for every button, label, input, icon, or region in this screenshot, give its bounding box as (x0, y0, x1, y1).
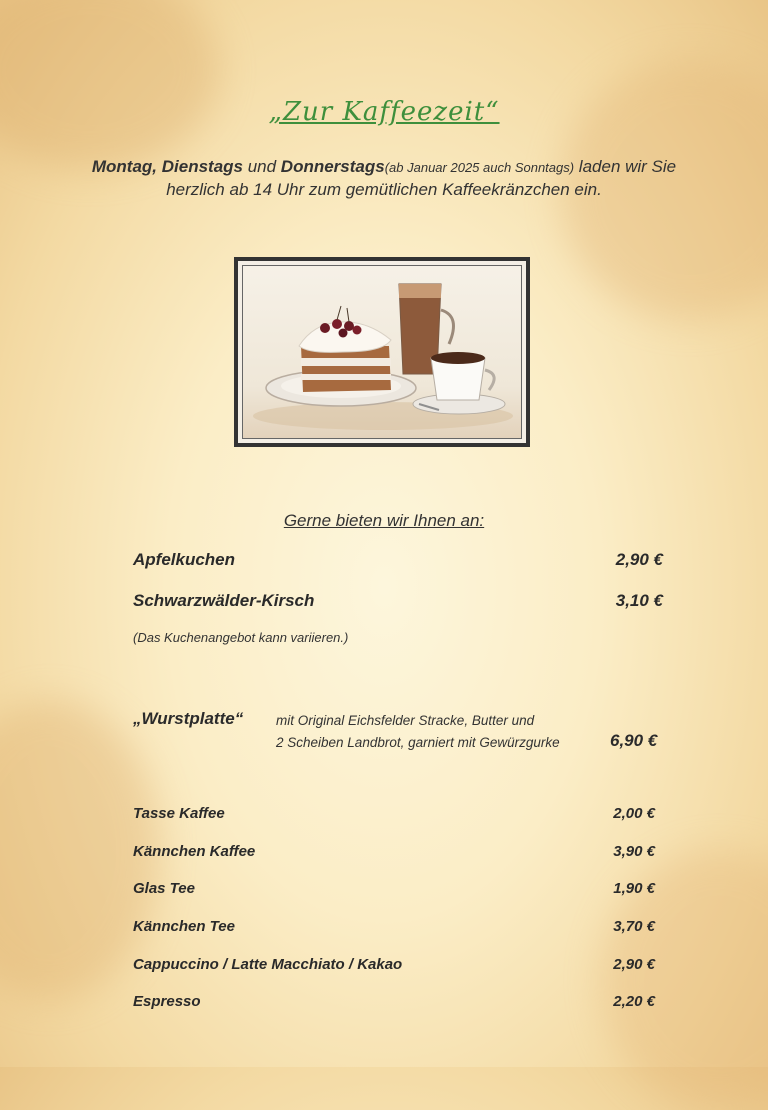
drink-price: 1,90 € (613, 880, 655, 897)
menu-item-price: 3,10 € (615, 591, 663, 610)
intro-and: und (242, 157, 281, 176)
drink-price: 2,20 € (613, 993, 655, 1010)
drink-name: Glas Tee (133, 880, 195, 897)
drink-price: 2,90 € (613, 956, 655, 973)
drink-price: 3,90 € (613, 843, 655, 860)
wurstplatte-desc-line-1: mit Original Eichsfelder Stracke, Butter und (276, 713, 535, 728)
drink-name: Kännchen Kaffee (133, 843, 256, 860)
menu-item-name: Apfelkuchen (133, 550, 236, 569)
intro-text (40, 156, 728, 201)
coffee-cake-illustration (234, 257, 530, 447)
intro-line-2: herzlich ab 14 Uhr zum gemütlichen Kaffeekränzchen ein. (166, 180, 602, 199)
wurstplatte-description (276, 710, 560, 754)
drink-name: Tasse Kaffee (133, 805, 225, 822)
menu-title: „Zur Kaffeezeit“ (268, 97, 500, 127)
drink-price: 3,70 € (613, 918, 655, 935)
menu-item-price: 2,90 € (615, 550, 663, 569)
wurstplatte-price: 6,90 € (610, 731, 658, 750)
intro-sunday-note: (ab Januar 2025 auch Sonntags) (384, 160, 575, 175)
intro-rest: laden wir Sie (574, 157, 677, 176)
paper-stain (0, 0, 220, 170)
wurstplatte-name: „Wurstplatte“ (133, 709, 244, 728)
offer-heading: Gerne bieten wir Ihnen an: (283, 511, 485, 530)
drink-price: 2,00 € (613, 805, 655, 822)
wurstplatte-desc-line-2: 2 Scheiben Landbrot, garniert mit Gewürzgurke (276, 735, 560, 750)
intro-days-1: Montag, Dienstags (91, 157, 243, 176)
drink-name: Kännchen Tee (133, 918, 235, 935)
cake-coffee-drawing (243, 266, 522, 439)
cake-availability-note: (Das Kuchenangebot kann variieren.) (133, 630, 349, 645)
intro-days-2: Donnerstags (280, 157, 385, 176)
drink-name: Cappuccino / Latte Macchiato / Kakao (133, 956, 403, 973)
drink-name: Espresso (133, 993, 201, 1010)
menu-item-name: Schwarzwälder-Kirsch (133, 591, 315, 610)
